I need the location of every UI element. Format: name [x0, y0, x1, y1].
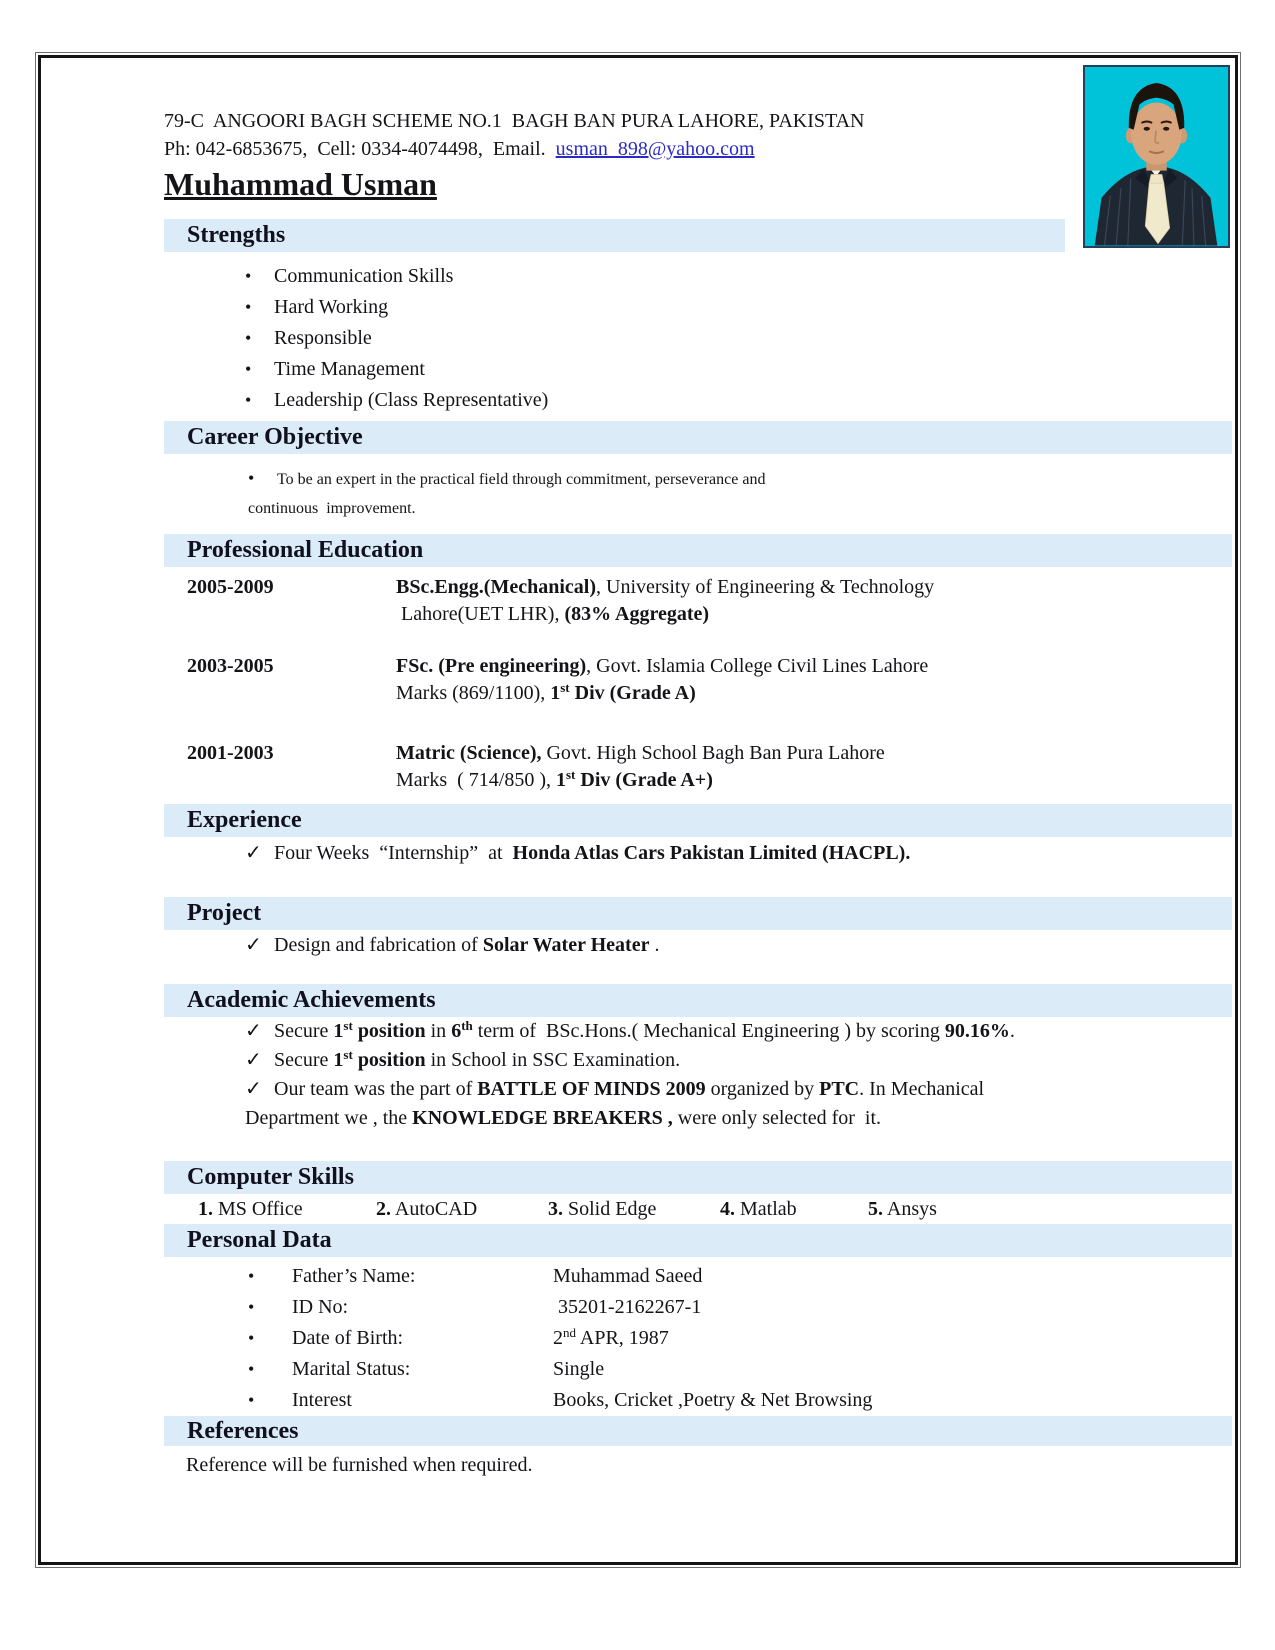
personal-data-value: Books, Cricket ,Poetry & Net Browsing [553, 1389, 873, 1411]
address-line: 79-C ANGOORI BAGH SCHEME NO.1 BAGH BAN PURA LAHORE, PAKISTAN [164, 110, 865, 132]
strengths-list [164, 261, 1232, 416]
education-description: BSc.Engg.(Mechanical), University of Engineering & Technology Lahore(UET LHR), (83% Aggregate) [396, 576, 935, 625]
achievement-item [245, 1046, 1232, 1075]
bullet-icon: • [245, 266, 252, 286]
section-title-professional-education: Professional Education [187, 537, 424, 563]
project-text: Design and fabrication of Solar Water Heater . [274, 934, 660, 956]
personal-data-row [164, 1261, 1232, 1292]
personal-data-list [164, 1261, 1232, 1416]
section-header-references [164, 1416, 1232, 1446]
achievements-list [164, 1017, 1232, 1133]
bullet-icon: • [248, 1359, 255, 1379]
section-title-references: References [187, 1418, 299, 1444]
personal-data-row [164, 1354, 1232, 1385]
education-entry [164, 653, 1232, 707]
contact-prefix: Ph: 042-6853675, Cell: 0334-4074498, Email. [164, 138, 556, 160]
section-title-personal-data: Personal Data [187, 1227, 332, 1253]
skill-number: 2. [376, 1198, 391, 1220]
bullet-icon: • [248, 468, 255, 488]
strength-item [245, 385, 1232, 416]
education-description: FSc. (Pre engineering), Govt. Islamia College Civil Lines Lahore Marks (869/1100), 1st Div (Grade A) [396, 655, 929, 704]
skill-number: 3. [548, 1198, 563, 1220]
section-title-project: Project [187, 900, 262, 926]
skill-item [720, 1194, 868, 1224]
section-title-strengths: Strengths [187, 222, 286, 248]
skill-name: Solid Edge [568, 1198, 657, 1220]
project-item [245, 931, 1232, 959]
page-border-frame [38, 55, 1238, 1565]
skill-name: Matlab [740, 1198, 797, 1220]
personal-data-label: Father’s Name: [292, 1265, 416, 1287]
profile-photo [1083, 65, 1230, 248]
achievement-text: Secure 1st position in School in SSC Examination. [274, 1047, 681, 1071]
checkmark-icon: ✓ [245, 1049, 262, 1071]
skill-name: MS Office [218, 1198, 303, 1220]
experience-item [245, 839, 1232, 867]
references-text: Reference will be furnished when required. [186, 1454, 533, 1476]
skill-number: 4. [720, 1198, 735, 1220]
education-entry [164, 574, 1232, 628]
section-header-computer-skills [164, 1161, 1232, 1194]
strength-text: Leadership (Class Representative) [274, 389, 549, 411]
section-header-experience [164, 804, 1232, 837]
checkmark-icon: ✓ [245, 842, 262, 864]
skill-item [376, 1194, 548, 1224]
achievement-item [245, 1075, 1232, 1133]
personal-data-label: Interest [292, 1389, 352, 1411]
section-title-career-objective: Career Objective [187, 424, 363, 450]
personal-data-label: Marital Status: [292, 1358, 411, 1380]
strength-text: Hard Working [274, 296, 389, 318]
page-title: Muhammad Usman [164, 166, 437, 202]
personal-data-label: Date of Birth: [292, 1327, 404, 1349]
skill-name: Ansys [886, 1198, 937, 1220]
section-header-strengths [164, 219, 1065, 252]
personal-data-value: Single [553, 1358, 605, 1380]
checkmark-icon: ✓ [245, 934, 262, 956]
personal-data-label: ID No: [292, 1296, 349, 1318]
strength-item [245, 292, 1232, 323]
bullet-icon: • [245, 390, 252, 410]
personal-data-row [164, 1323, 1232, 1354]
career-objective-text [248, 464, 1232, 523]
education-years: 2001-2003 [187, 742, 274, 764]
bullet-icon: • [248, 1390, 255, 1410]
objective-runs: To be an expert in the practical field through commitment, perseverance and continuous improvement. [248, 471, 766, 517]
email-link[interactable]: usman_898@yahoo.com [555, 138, 755, 160]
education-entry [164, 740, 1232, 794]
personal-data-row [164, 1292, 1232, 1323]
education-years: 2003-2005 [187, 655, 274, 677]
strength-text: Time Management [274, 358, 425, 380]
bullet-icon: • [248, 1266, 255, 1286]
achievement-text: Secure 1st position in 6th term of BSc.Hons.( Mechanical Engineering ) by scoring 90.16%. [274, 1018, 1015, 1042]
checkmark-icon: ✓ [245, 1078, 262, 1100]
section-header-personal-data [164, 1224, 1232, 1257]
experience-text: Four Weeks “Internship” at Honda Atlas Cars Pakistan Limited (HACPL). [274, 842, 911, 864]
skill-name: AutoCAD [394, 1198, 478, 1220]
strength-text: Responsible [274, 327, 372, 349]
bullet-icon: • [245, 328, 252, 348]
section-header-project [164, 897, 1232, 930]
section-header-professional-education [164, 534, 1232, 567]
education-description: Matric (Science), Govt. High School Bagh Ban Pura Lahore Marks ( 714/850 ), 1st Div (Grade A+) [396, 742, 885, 791]
bullet-icon: • [245, 297, 252, 317]
skill-item [868, 1194, 937, 1224]
section-header-academic-achievements [164, 984, 1232, 1017]
skill-number: 1. [198, 1198, 213, 1220]
skill-item [198, 1194, 376, 1224]
section-title-computer-skills: Computer Skills [187, 1164, 354, 1190]
bullet-icon: • [245, 359, 252, 379]
personal-data-value: Muhammad Saeed [553, 1265, 703, 1287]
personal-data-value: 35201-2162267-1 [553, 1296, 702, 1318]
checkmark-icon: ✓ [245, 1020, 262, 1042]
contact-line [164, 135, 1232, 163]
bullet-icon: • [248, 1297, 255, 1317]
section-title-experience: Experience [187, 807, 302, 833]
skill-number: 5. [868, 1198, 883, 1220]
skill-item [548, 1194, 720, 1224]
computer-skills-row [198, 1194, 1232, 1224]
personal-data-row [164, 1385, 1232, 1416]
section-title-academic-achievements: Academic Achievements [187, 987, 436, 1013]
personal-data-value: 2nd APR, 1987 [553, 1325, 669, 1349]
strength-item [245, 354, 1232, 385]
education-years: 2005-2009 [187, 576, 274, 598]
section-header-career-objective [164, 421, 1232, 454]
bullet-icon: • [248, 1328, 255, 1348]
portrait-illustration [1085, 67, 1228, 246]
strength-item [245, 323, 1232, 354]
achievement-item [245, 1017, 1232, 1046]
achievement-text: Our team was the part of BATTLE OF MINDS 2009 organized by PTC. In Mechanical Department we , the KNOWLEDGE BREAKERS , were only selected for it. [245, 1078, 985, 1129]
strength-item [245, 261, 1232, 292]
strength-text: Communication Skills [274, 265, 454, 287]
